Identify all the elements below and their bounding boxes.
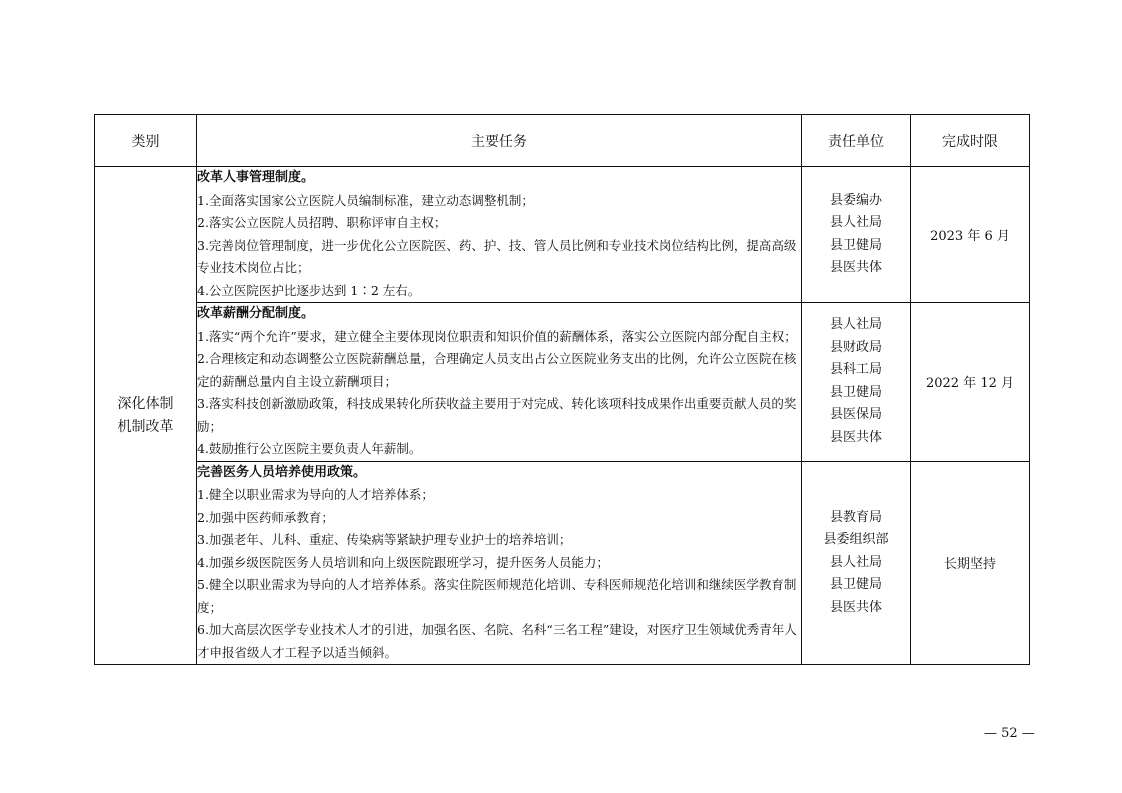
unit-name: 县医共体: [829, 429, 882, 445]
table-row: [95, 461, 1030, 665]
unit-name: 县财政局: [829, 339, 882, 355]
unit-name: 县教育局: [829, 509, 882, 525]
task-item: 6.加大高层次医学专业技术人才的引进，加强名医、名院、名科“三名工程”建设，对医疗卫生领域优秀青年人才申报省级人才工程予以适当倾斜。: [197, 622, 797, 660]
unit-name: 县卫健局: [829, 237, 882, 253]
task-item: 2.加强中医药师承教育；: [197, 509, 334, 525]
deadline-cell: 2022 年 12 月: [911, 303, 1030, 462]
task-item: 1.健全以职业需求为导向的人才培养体系；: [197, 487, 434, 502]
header-responsible-unit: 责任单位: [802, 115, 911, 167]
task-title: 改革人事管理制度。: [197, 170, 315, 185]
header-deadline: 完成时限: [911, 115, 1030, 167]
category-cell: [95, 167, 197, 665]
task-table: [94, 114, 1030, 665]
task-item: 1.落实“两个允许”要求，建立健全主要体现岗位职责和知识价值的薪酬体系，落实公立医院内部分配自主权；: [197, 328, 797, 344]
table-header-row: [95, 115, 1030, 167]
unit-cell: [802, 303, 911, 462]
deadline-cell: 长期坚持: [911, 461, 1030, 665]
task-cell: [197, 303, 802, 462]
page-number: — 52 —: [984, 726, 1035, 741]
unit-name: 县卫健局: [829, 384, 882, 400]
unit-name: 县医共体: [829, 260, 882, 275]
task-cell: [197, 167, 802, 303]
task-title: 完善医务人员培养使用政策。: [197, 464, 367, 480]
unit-name: 县委组织部: [823, 532, 889, 547]
unit-name: 县卫健局: [829, 577, 882, 592]
unit-cell: [802, 461, 911, 665]
header-main-task: 主要任务: [197, 115, 802, 167]
task-item: 3.落实科技创新激励政策，科技成果转化所获收益主要用于对完成、转化该项科技成果作出重要贡献人员的奖励；: [197, 396, 797, 434]
task-item: 3.完善岗位管理制度，进一步优化公立医院医、药、护、技、管人员比例和专业技术岗位结构比例，提高高级专业技术岗位占比；: [197, 237, 797, 275]
table-row: [95, 303, 1030, 462]
task-cell: [197, 461, 802, 665]
deadline-cell: 2023 年 6 月: [911, 167, 1030, 303]
task-item: 5.健全以职业需求为导向的人才培养体系。落实住院医师规范化培训、专科医师规范化培训和继续医学教育制度；: [197, 577, 797, 615]
unit-name: 县人社局: [829, 554, 882, 570]
unit-name: 县科工局: [829, 362, 882, 378]
task-item: 1.全面落实国家公立医院人员编制标准，建立动态调整机制；: [197, 192, 534, 208]
unit-name: 县医共体: [829, 599, 882, 615]
header-category: 类别: [95, 115, 197, 167]
task-item: 4.鼓励推行公立医院主要负责人年薪制。: [197, 441, 422, 456]
task-item: 2.合理核定和动态调整公立医院薪酬总量，合理确定人员支出占公立医院业务支出的比例，允许公立医院在核定的薪酬总量内自主设立薪酬项目；: [197, 351, 797, 389]
table-row: [95, 167, 1030, 303]
unit-name: 县人社局: [829, 215, 882, 230]
category-line: 深化体制: [117, 395, 174, 412]
unit-name: 县人社局: [829, 317, 882, 333]
task-item: 4.公立医院医护比逐步达到 1∶2 左右。: [197, 282, 421, 298]
task-item: 3.加强老年、儿科、重症、传染病等紧缺护理专业护士的培养培训；: [197, 532, 572, 547]
task-title: 改革薪酬分配制度。: [197, 306, 315, 321]
task-item: 2.落实公立医院人员招聘、职称评审自主权；: [197, 215, 447, 230]
unit-name: 县委编办: [829, 192, 882, 208]
category-line: 机制改革: [117, 418, 174, 435]
unit-name: 县医保局: [829, 407, 882, 423]
unit-cell: [802, 167, 911, 303]
task-item: 4.加强乡级医院医务人员培训和向上级医院跟班学习，提升医务人员能力；: [197, 554, 609, 570]
